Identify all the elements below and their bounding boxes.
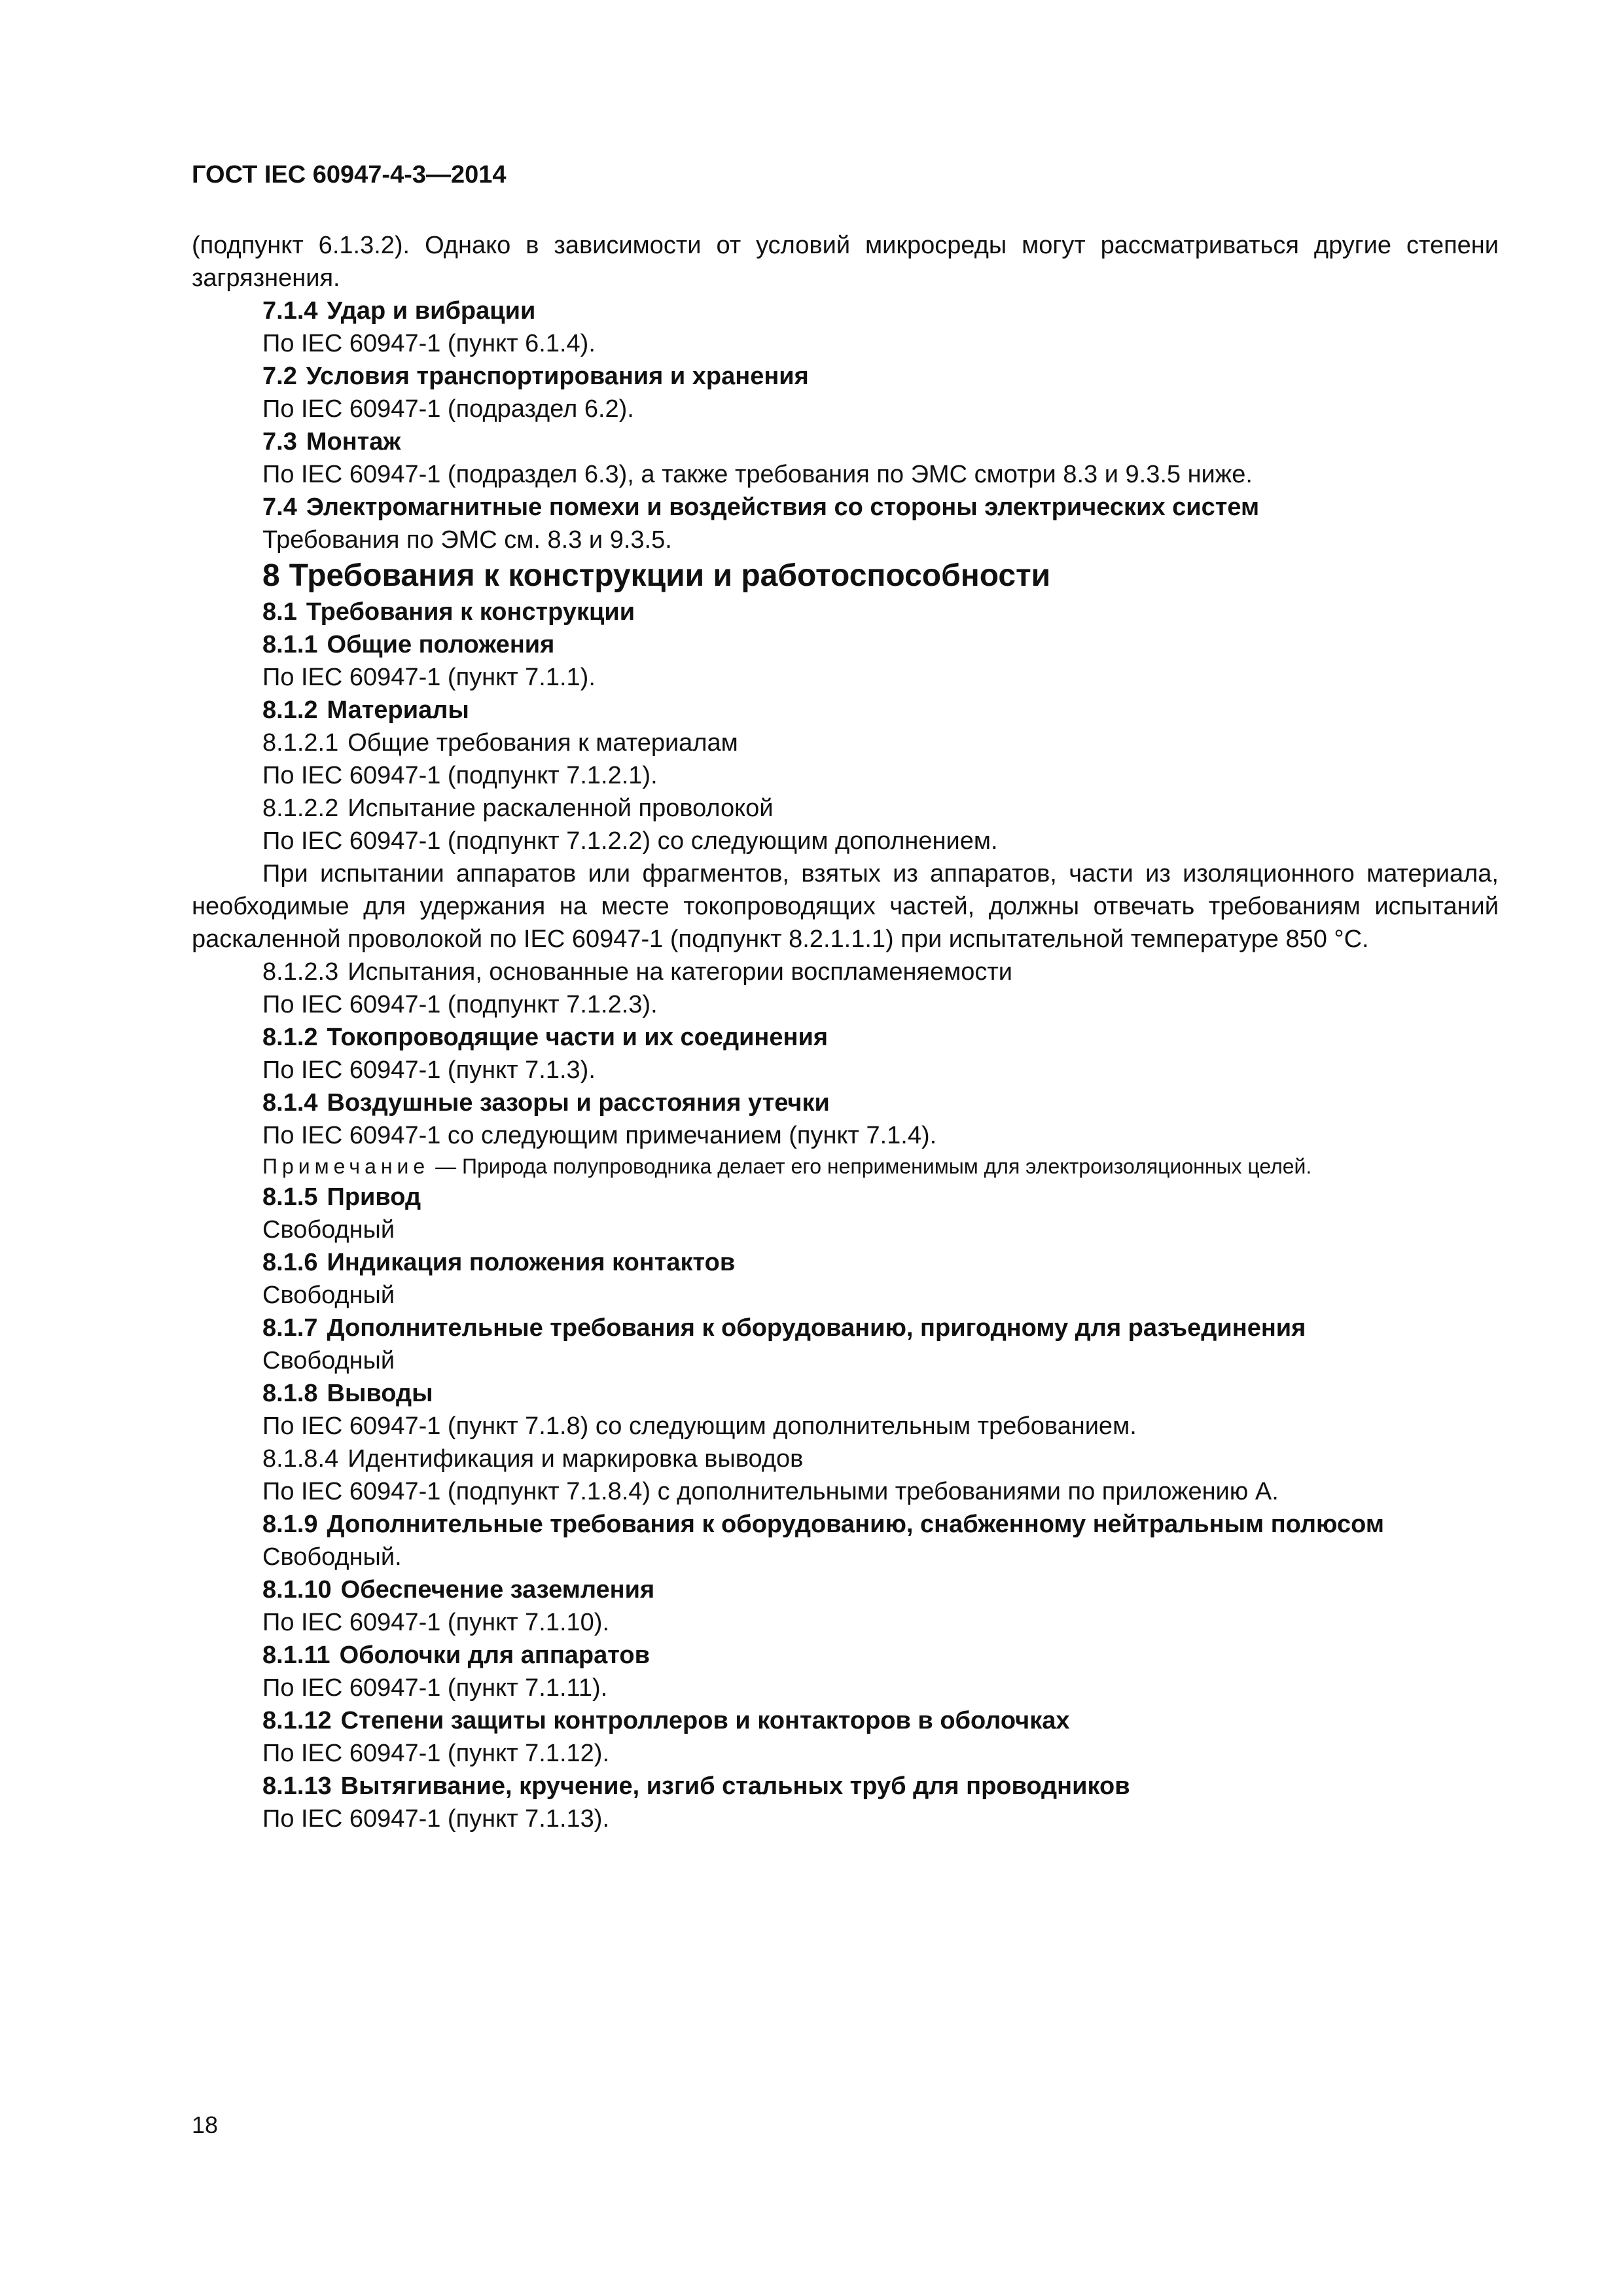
heading-8-1: 8.1 Требования к конструкции bbox=[262, 598, 635, 626]
text-8-1-7: Свободный bbox=[262, 1347, 395, 1374]
text-8-1-2-2: По IEC 60947-1 (подпункт 7.1.2.2) со следующим дополнением. bbox=[262, 827, 998, 855]
paragraph-8-1-2-2: При испытании аппаратов или фрагментов, взятых из аппаратов, части из изоляционного материала, необходимые для удержания на месте токопроводящих частей, должны отвечать требованиям испытаний раскаленной проволокой по IEC 60947-1 (подпункт 8.2.1.1.1) при испытательной температуре 850 °С. bbox=[192, 860, 1499, 953]
text-8-1-2-1: По IEC 60947-1 (подпункт 7.1.2.1). bbox=[262, 762, 658, 789]
text-8-1-9: Свободный. bbox=[262, 1543, 402, 1571]
heading-8-1-9: 8.1.9 Дополнительные требования к оборудованию, снабженному нейтральным полюсом bbox=[262, 1511, 1384, 1538]
heading-8: 8 Требования к конструкции и работоспособности bbox=[262, 558, 1051, 593]
text-8-1-2-3: По IEC 60947-1 (подпункт 7.1.2.3). bbox=[262, 991, 658, 1018]
heading-8-1-2-1: 8.1.2.1 Общие требования к материалам bbox=[262, 729, 738, 757]
heading-8-1-7: 8.1.7 Дополнительные требования к оборудованию, пригодному для разъединения bbox=[262, 1314, 1306, 1342]
text-8-1-1: По IEC 60947-1 (пункт 7.1.1). bbox=[262, 664, 596, 691]
text-8-1-2-conductive: По IEC 60947-1 (пункт 7.1.3). bbox=[262, 1056, 596, 1084]
note-label: Примечание bbox=[262, 1155, 430, 1178]
text-7-1-4: По IEC 60947-1 (пункт 6.1.4). bbox=[262, 330, 596, 357]
text-8-1-11: По IEC 60947-1 (пункт 7.1.11). bbox=[262, 1674, 608, 1702]
heading-7-1-4: 7.1.4 Удар и вибрации bbox=[262, 297, 536, 325]
note bbox=[192, 1152, 1499, 1181]
page-header: ГОСТ IEC 60947-4-3—2014 bbox=[192, 161, 507, 188]
note-text: — Природа полупроводника делает его неприменимым для электроизоляционных целей. bbox=[435, 1155, 1312, 1178]
text-7-2: По IEC 60947-1 (подраздел 6.2). bbox=[262, 395, 634, 423]
text-8-1-10: По IEC 60947-1 (пункт 7.1.10). bbox=[262, 1609, 610, 1636]
text-8-1-5: Свободный bbox=[262, 1216, 395, 1244]
heading-8-1-8: 8.1.8 Выводы bbox=[262, 1380, 433, 1407]
heading-8-1-2-conductive: 8.1.2 Токопроводящие части и их соединения bbox=[262, 1024, 829, 1051]
heading-7-4: 7.4 Электромагнитные помехи и воздействия со стороны электрических систем bbox=[262, 493, 1260, 521]
heading-8-1-2: 8.1.2 Материалы bbox=[262, 696, 469, 724]
text-8-1-4: По IEC 60947-1 со следующим примечанием (пункт 7.1.4). bbox=[262, 1122, 937, 1149]
heading-8-1-10: 8.1.10 Обеспечение заземления bbox=[262, 1576, 655, 1604]
heading-8-1-2-2: 8.1.2.2 Испытание раскаленной проволокой bbox=[262, 795, 774, 822]
heading-8-1-2-3: 8.1.2.3 Испытания, основанные на категории воспламеняемости bbox=[262, 958, 1013, 986]
heading-8-1-5: 8.1.5 Привод bbox=[262, 1183, 421, 1211]
continuation-paragraph: (подпункт 6.1.3.2). Однако в зависимости от условий микросреды могут рассматриваться другие степени загрязнения. bbox=[192, 232, 1499, 292]
page-content bbox=[192, 229, 1499, 1835]
heading-8-1-8-4: 8.1.8.4 Идентификация и маркировка выводов bbox=[262, 1445, 804, 1473]
text-8-1-8: По IEC 60947-1 (пункт 7.1.8) со следующим дополнительным требованием. bbox=[262, 1412, 1137, 1440]
heading-7-2: 7.2 Условия транспортирования и хранения bbox=[262, 363, 809, 390]
text-8-1-8-4: По IEC 60947-1 (подпункт 7.1.8.4) с дополнительными требованиями по приложению А. bbox=[262, 1478, 1279, 1505]
heading-8-1-6: 8.1.6 Индикация положения контактов bbox=[262, 1249, 736, 1276]
heading-8-1-4: 8.1.4 Воздушные зазоры и расстояния утечки bbox=[262, 1089, 830, 1117]
heading-8-1-11: 8.1.11 Оболочки для аппаратов bbox=[262, 1641, 650, 1669]
text-7-3: По IEC 60947-1 (подраздел 6.3), а также требования по ЭМС смотри 8.3 и 9.3.5 ниже. bbox=[262, 461, 1253, 488]
heading-7-3: 7.3 Монтаж bbox=[262, 428, 401, 456]
heading-8-1-13: 8.1.13 Вытягивание, кручение, изгиб стальных труб для проводников bbox=[262, 1772, 1130, 1800]
text-8-1-13: По IEC 60947-1 (пункт 7.1.13). bbox=[262, 1805, 610, 1833]
text-8-1-12: По IEC 60947-1 (пункт 7.1.12). bbox=[262, 1740, 610, 1767]
text-7-4: Требования по ЭМС см. 8.3 и 9.3.5. bbox=[262, 526, 672, 554]
page-number: 18 bbox=[192, 2111, 219, 2138]
heading-8-1-1: 8.1.1 Общие положения bbox=[262, 631, 555, 658]
heading-8-1-12: 8.1.12 Степени защиты контроллеров и контакторов в оболочках bbox=[262, 1707, 1070, 1734]
text-8-1-6: Свободный bbox=[262, 1282, 395, 1309]
